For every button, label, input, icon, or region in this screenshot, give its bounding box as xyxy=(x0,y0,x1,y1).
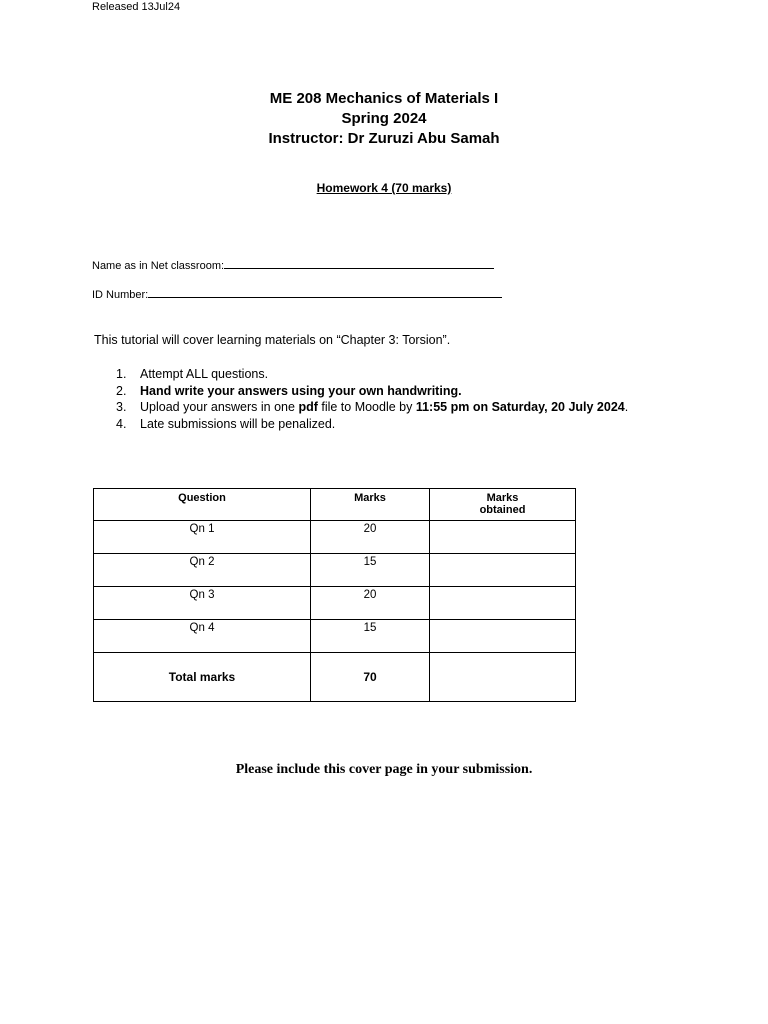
instructions-list xyxy=(116,366,628,432)
homework-title: Homework 4 (70 marks) xyxy=(316,181,452,195)
id-label: ID Number: xyxy=(92,289,149,301)
total-marks: 70 xyxy=(311,653,430,702)
header-marks: Marks xyxy=(311,489,430,521)
instructor: Instructor: Dr Zuruzi Abu Samah xyxy=(268,130,500,147)
instruction-item xyxy=(116,383,628,400)
header-marks-obtained-line1: Marks xyxy=(486,492,519,504)
name-label: Name as in Net classroom: xyxy=(92,260,225,272)
header-marks-obtained-line2: obtained xyxy=(479,504,526,516)
deadline-text: 11:55 pm on Saturday, 20 July 2024 xyxy=(415,400,625,414)
header-marks-obtained xyxy=(430,489,576,521)
header-question: Question xyxy=(94,489,311,521)
instruction-item xyxy=(116,399,628,416)
total-label: Total marks xyxy=(94,653,311,702)
id-blank-line[interactable] xyxy=(148,287,502,298)
instruction-text-part: pdf xyxy=(298,400,318,414)
marks-obtained-cell[interactable] xyxy=(430,620,576,653)
total-obtained-cell[interactable] xyxy=(430,653,576,702)
name-field xyxy=(92,258,494,272)
instruction-text: Hand write your answers using your own handwriting. xyxy=(140,383,462,398)
instruction-text-part: file to Moodle by xyxy=(317,400,416,414)
instruction-text-part: . xyxy=(624,400,629,414)
table-header-row xyxy=(94,489,576,521)
id-field xyxy=(92,287,502,301)
marks-obtained-cell[interactable] xyxy=(430,521,576,554)
term: Spring 2024 xyxy=(341,110,427,127)
table-row xyxy=(94,521,576,554)
instruction-text: Late submissions will be penalized. xyxy=(140,416,336,431)
question-cell: Qn 3 xyxy=(94,587,311,620)
question-cell: Qn 1 xyxy=(94,521,311,554)
instruction-item xyxy=(116,416,628,433)
homework-title-wrap xyxy=(0,181,768,195)
cover-page-note: Please include this cover page in your submission. xyxy=(235,762,533,777)
marks-cell: 15 xyxy=(311,554,430,587)
total-row xyxy=(94,653,576,702)
intro-text: This tutorial will cover learning materials on “Chapter 3: Torsion”. xyxy=(94,333,451,347)
name-blank-line[interactable] xyxy=(224,258,494,269)
instruction-number: 1. xyxy=(116,367,127,381)
instruction-number: 2. xyxy=(116,383,127,398)
instruction-text-part: Upload your answers in one xyxy=(140,400,299,414)
instruction-item xyxy=(116,366,628,383)
marks-cell: 15 xyxy=(311,620,430,653)
question-cell: Qn 2 xyxy=(94,554,311,587)
instruction-number: 3. xyxy=(116,400,127,414)
course-title: ME 208 Mechanics of Materials I xyxy=(269,90,499,107)
marks-obtained-cell[interactable] xyxy=(430,587,576,620)
document-header xyxy=(0,89,768,149)
marks-obtained-cell[interactable] xyxy=(430,554,576,587)
table-row xyxy=(94,587,576,620)
marks-cell: 20 xyxy=(311,587,430,620)
release-note: Released 13Jul24 xyxy=(92,1,181,13)
marks-cell: 20 xyxy=(311,521,430,554)
marks-table xyxy=(93,488,576,702)
question-cell: Qn 4 xyxy=(94,620,311,653)
instruction-text: Attempt ALL questions. xyxy=(140,367,269,381)
table-row xyxy=(94,554,576,587)
instruction-number: 4. xyxy=(116,416,127,431)
table-row xyxy=(94,620,576,653)
